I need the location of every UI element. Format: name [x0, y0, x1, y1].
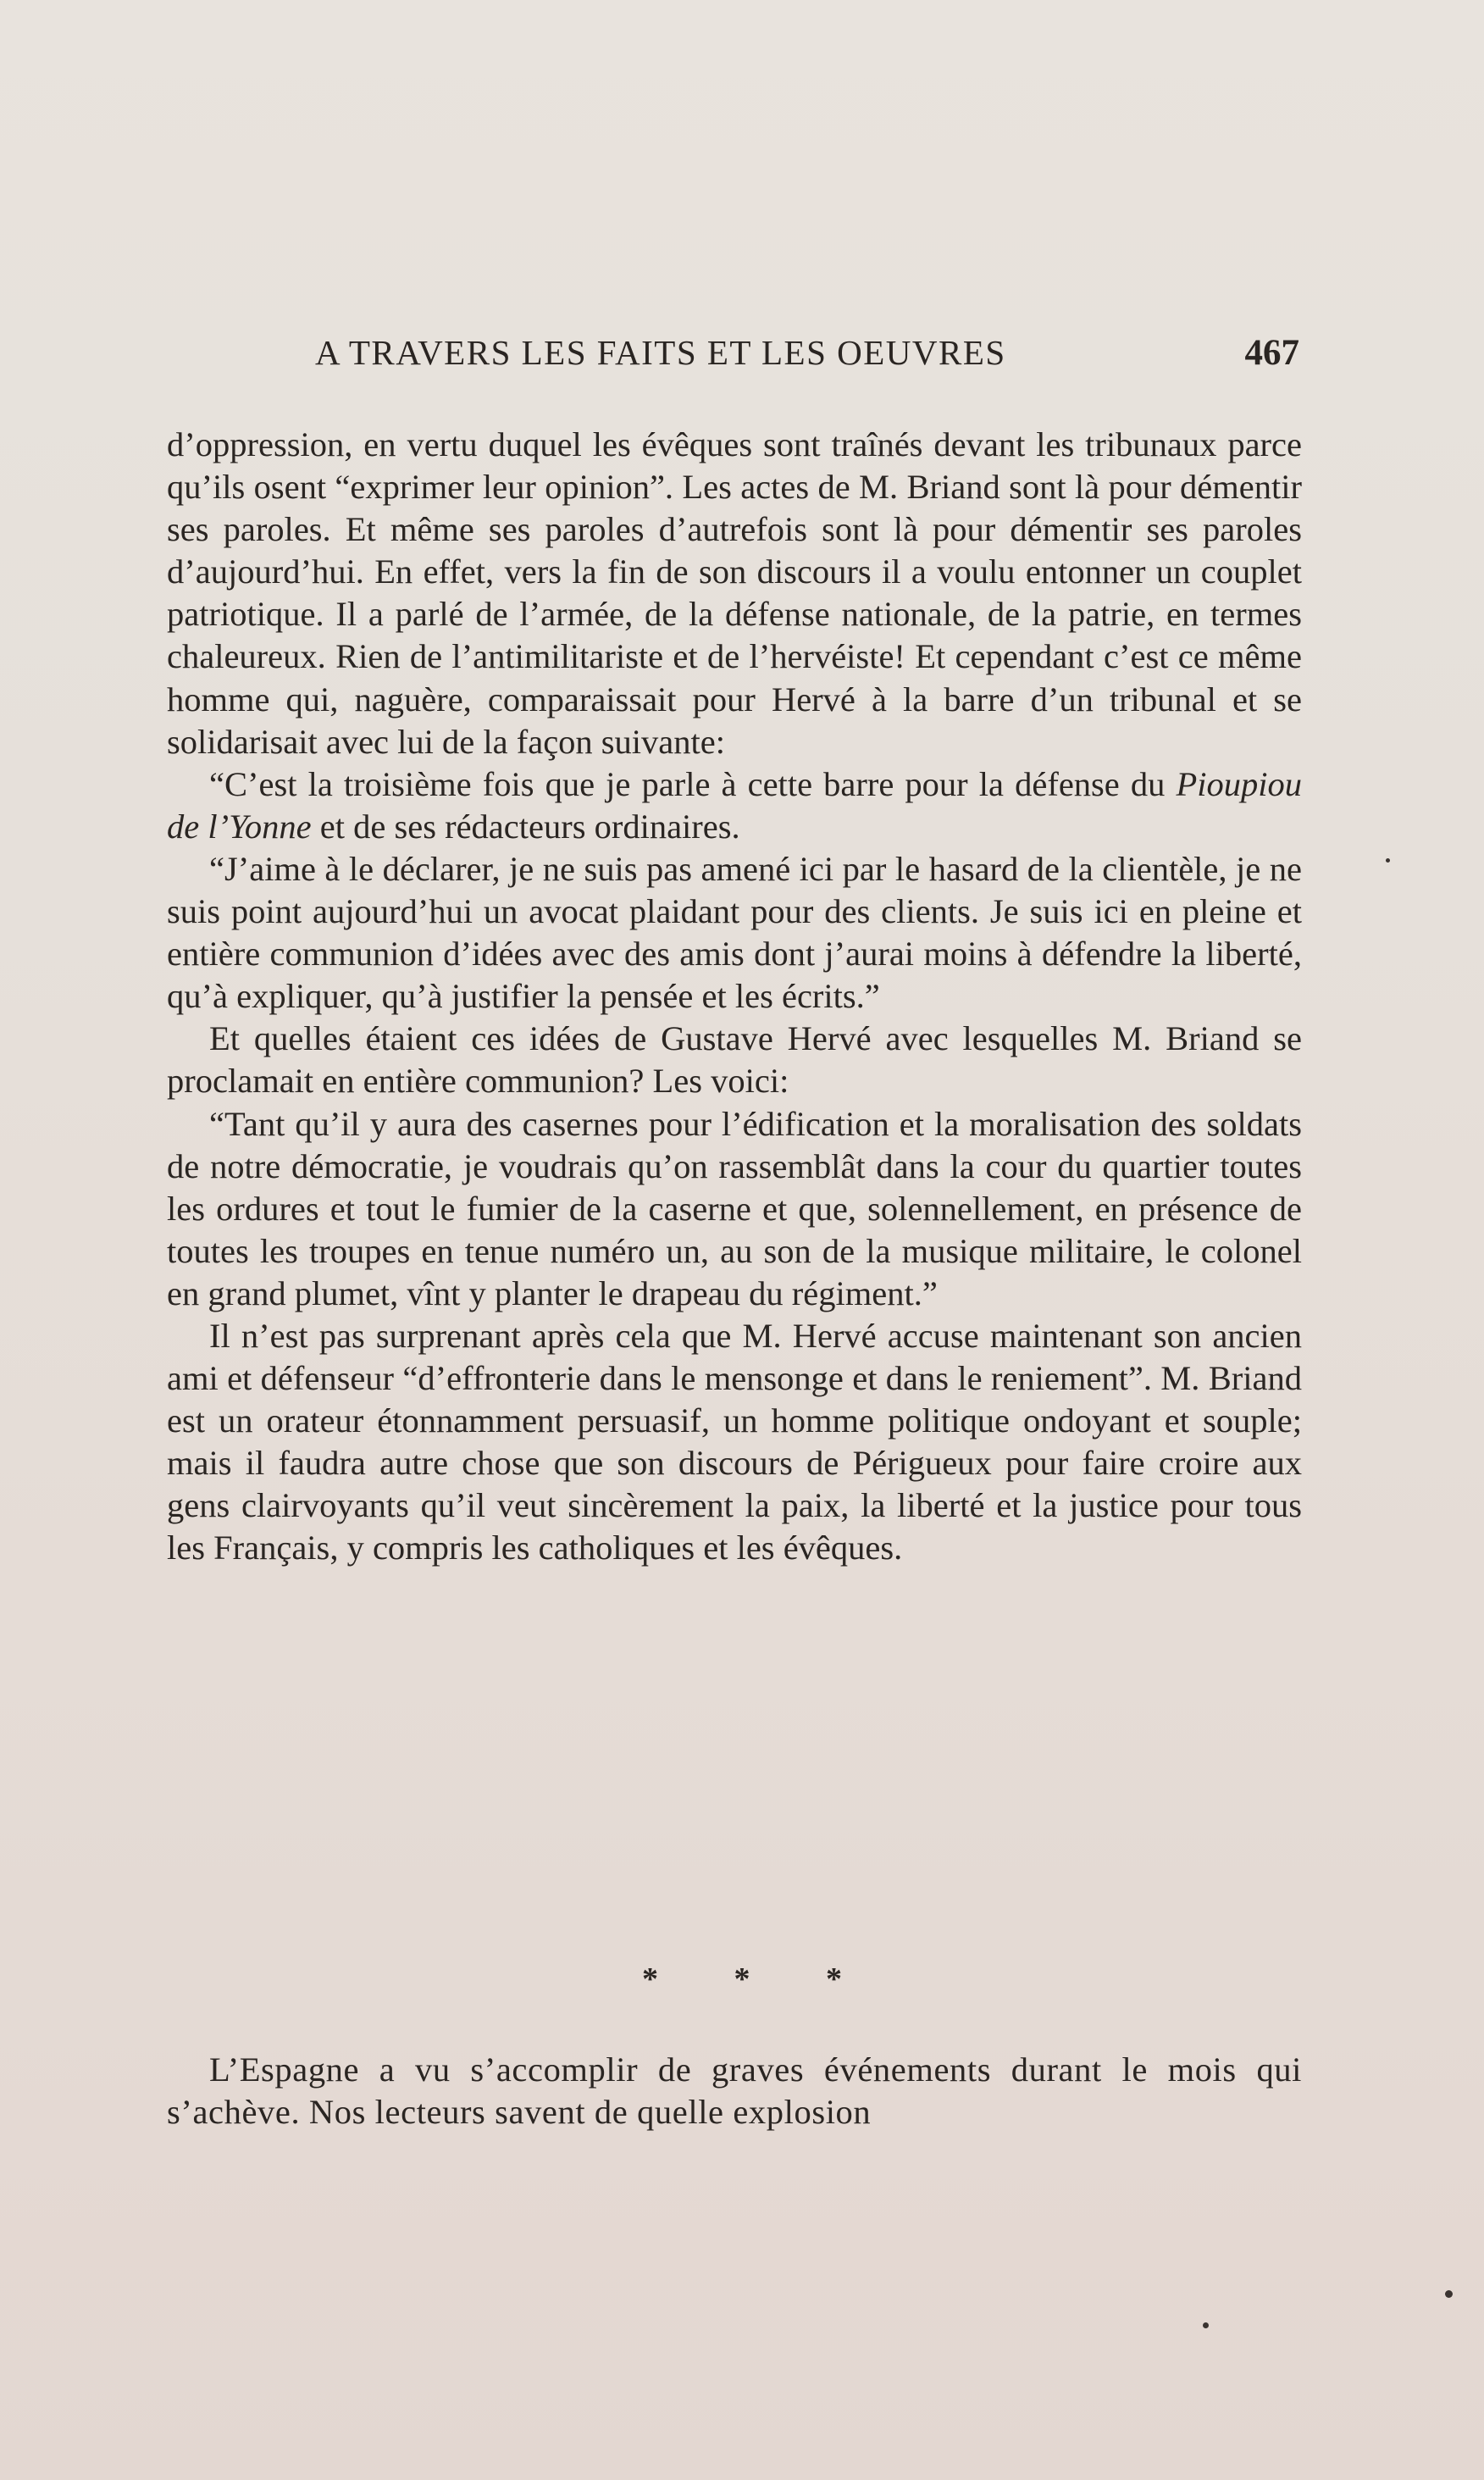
ink-speck [1386, 858, 1390, 863]
paragraph-4: Et quelles étaient ces idées de Gustave Hervé avec lesquelles M. Briand se proclamait en entière communion? Les voici: [167, 1019, 1302, 1101]
paragraph-1: d’oppression, en vertu duquel les évêques sont traînés devant les tribunaux parce qu’ils osent “exprimer leur opinion”. Les actes de M. Briand sont là pour démentir ses paroles. Et même ses paroles d’autrefois sont là pour démentir ses paroles d’aujourd’hui. En effet, vers la fin de son discours il a voulu entonner un couplet patriotique. Il a parlé de l’armée, de la défense nationale, de la patrie, en termes chaleureux. Rien de l’antimilitariste et de l’hervéiste! Et cependant c’est ce même homme qui, naguère, comparaissait pour Hervé à la barre d’un tribunal et se solidarisait avec lui de la façon suivante: [167, 425, 1302, 761]
paragraph-2 [167, 763, 1302, 848]
closing-paragraph: L’Espagne a vu s’accomplir de graves événements durant le mois qui s’achève. Nos lecteurs savent de quelle explosion [167, 2050, 1302, 2132]
page-number: 467 [1244, 333, 1299, 373]
quote-start: “C’est la troisième fois que je parle à cette barre pour la défense du [209, 764, 1177, 803]
paragraph-6: Il n’est pas surprenant après cela que M. Hervé accuse maintenant son ancien ami et défenseur “d’effronterie dans le mensonge et dans le reniement”. M. Briand est un orateur étonnamment persuasif, un homme politique ondoyant et souple; mais il faudra autre chose que son discours de Périgueux pour faire croire aux gens clairvoyants qu’il veut sincèrement la paix, la liberté et la justice pour tous les Français, y compris les catholiques et les évêques. [167, 1316, 1302, 1567]
running-title: A TRAVERS LES FAITS ET LES OEUVRES [315, 333, 1006, 372]
body-text [167, 424, 1302, 1570]
paragraph-3: “J’aime à le déclarer, je ne suis pas amené ici par le hasard de la clientèle, je ne suis point aujourd’hui un avocat plaidant pour des clients. Je suis ici en pleine et entière communion d’idées avec des amis dont j’aurai moins à défendre la liberté, qu’à expliquer, qu’à justifier la pensée et les écrits.” [167, 849, 1302, 1016]
closing-text [167, 2049, 1302, 2133]
ink-speck [1445, 2290, 1453, 2298]
page-header [315, 332, 1306, 383]
quote-end: et de ses rédacteurs ordinaires. [311, 807, 740, 846]
section-break-asterisks: * * * [642, 1961, 876, 1997]
newspaper-title: Pioupiou de l’Yonne [167, 764, 1302, 846]
paragraph-5: “Tant qu’il y aura des casernes pour l’édification et la moralisation des soldats de notre démocratie, je voudrais qu’on rassemblât dans la cour du quartier toutes les ordures et tout le fumier de la caserne et que, solennellement, en présence de toutes les troupes en tenue numéro un, au son de la musique militaire, le colonel en grand plumet, vînt y planter le drapeau du régiment.” [167, 1104, 1302, 1312]
ink-speck [1203, 2322, 1209, 2328]
